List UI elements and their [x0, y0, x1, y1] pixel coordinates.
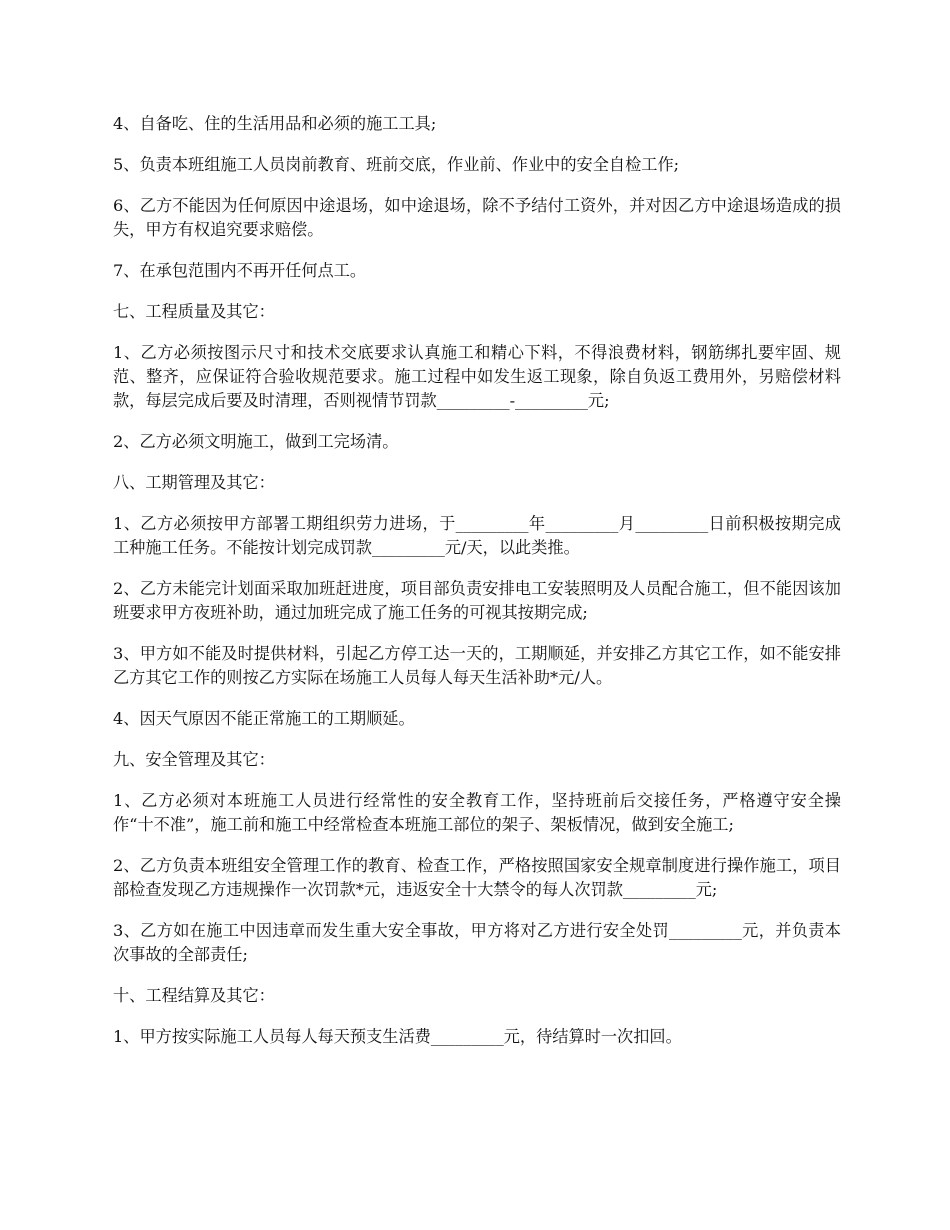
document-page	[113, 112, 841, 1066]
clause-7-no-extra-work: 7、在承包范围内不再开任何点工。	[113, 261, 367, 280]
safety-clause-3: 3、乙方如在施工中因违章而发生重大安全事故，甲方将对乙方进行安全处罚_________元，并负责本次事故的全部责任;	[113, 921, 841, 964]
schedule-clause-2: 2、乙方未能完计划面采取加班赶进度，项目部负责安排电工安装照明及人员配合施工，但不能因该加班要求甲方夜班补助，通过加班完成了施工任务的可视其按期完成;	[113, 579, 841, 622]
section-heading-settlement: 十、工程结算及其它：	[113, 986, 275, 1005]
safety-clause-1: 1、乙方必须对本班施工人员进行经常性的安全教育工作，坚持班前后交接任务，严格遵守安全操作“十不准”，施工前和施工中经常检查本班施工部位的架子、架板情况，做到安全施工;	[113, 791, 841, 834]
clause-6-withdrawal: 6、乙方不能因为任何原因中途退场，如中途退场，除不予结付工资外，并对因乙方中途退场造成的损失，甲方有权追究要求赔偿。	[113, 196, 841, 239]
quality-clause-1: 1、乙方必须按图示尺寸和技术交底要求认真施工和精心下料，不得浪费材料，钢筋绑扎要牢固、规范、整齐，应保证符合验收规范要求。施工过程中如发生返工现象，除自负返工费用外，另赔偿材料款，每层完成后要及时清理，否则视情节罚款_________-_________元;	[113, 343, 841, 410]
schedule-clause-3: 3、甲方如不能及时提供材料，引起乙方停工达一天的，工期顺延，并安排乙方其它工作，如不能安排乙方其它工作的则按乙方实际在场施工人员每人每天生活补助*元/人。	[113, 644, 841, 687]
section-heading-schedule: 八、工期管理及其它：	[113, 473, 275, 492]
section-heading-quality: 七、工程质量及其它：	[113, 302, 275, 321]
section-heading-safety: 九、安全管理及其它：	[113, 750, 275, 769]
schedule-clause-1: 1、乙方必须按甲方部署工期组织劳力进场，于_________年_________月_________日前积极按期完成工种施工任务。不能按计划完成罚款_________元/天，以此类推。	[113, 514, 841, 557]
quality-clause-2: 2、乙方必须文明施工，做到工完场清。	[113, 432, 399, 451]
schedule-clause-4: 4、因天气原因不能正常施工的工期顺延。	[113, 709, 415, 728]
clause-4-supplies: 4、自备吃、住的生活用品和必须的施工工具;	[113, 114, 437, 133]
safety-clause-2: 2、乙方负责本班组安全管理工作的教育、检查工作，严格按照国家安全规章制度进行操作施工，项目部检查发现乙方违规操作一次罚款*元，违返安全十大禁令的每人次罚款_________元;	[113, 856, 841, 899]
settlement-clause-1: 1、甲方按实际施工人员每人每天预支生活费_________元，待结算时一次扣回。	[113, 1027, 682, 1046]
clause-5-safety-briefing: 5、负责本班组施工人员岗前教育、班前交底，作业前、作业中的安全自检工作;	[113, 155, 680, 174]
